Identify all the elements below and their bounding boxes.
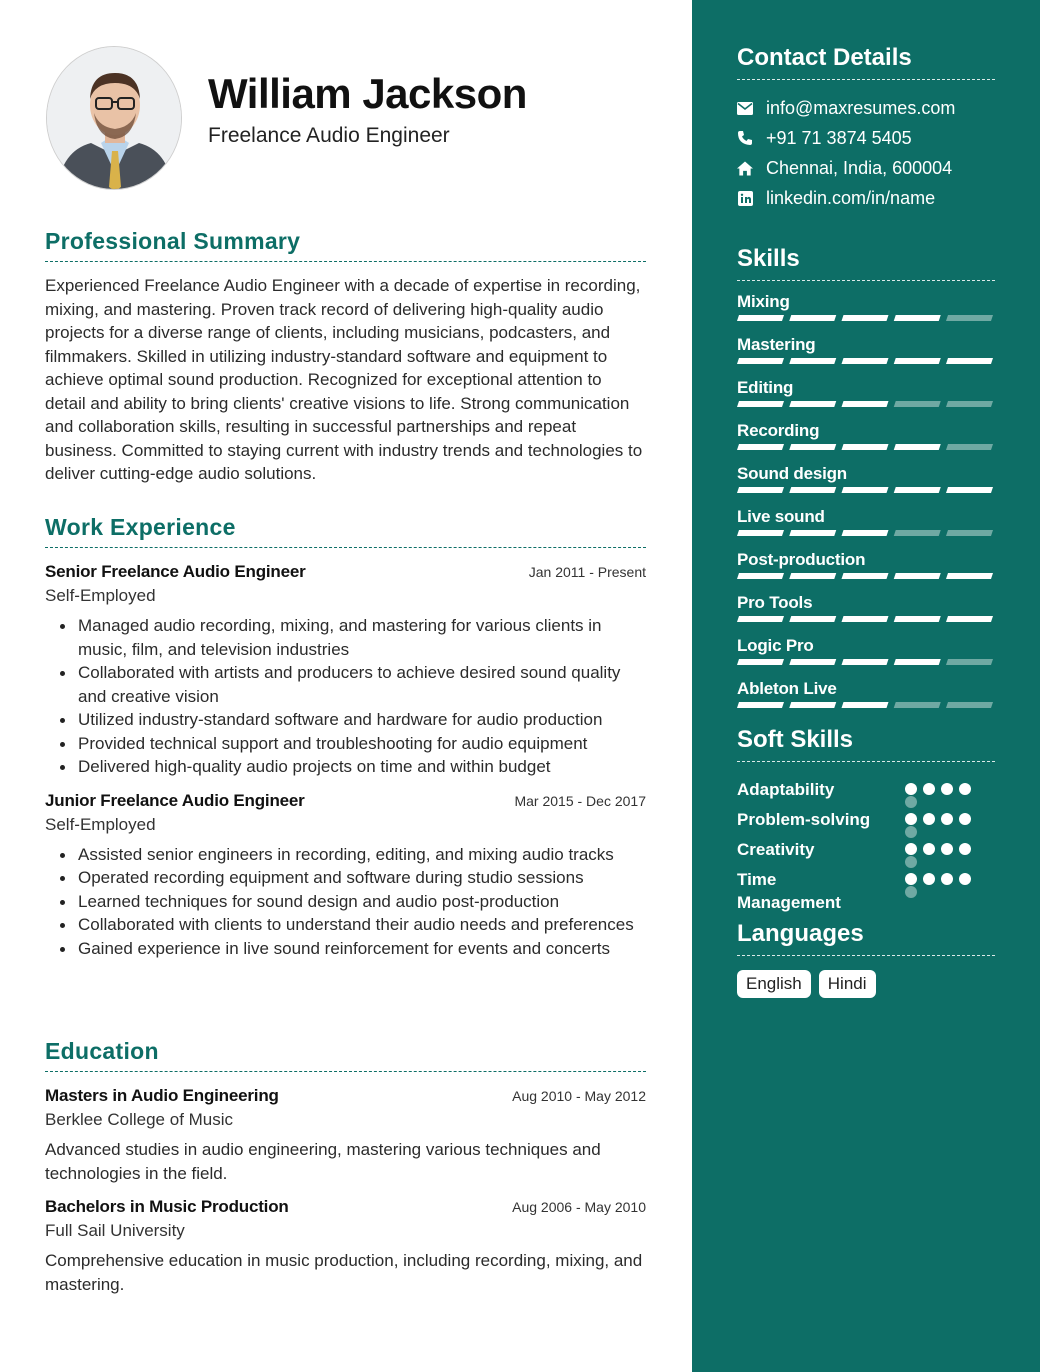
skill-segment-empty xyxy=(946,702,993,708)
dot-empty xyxy=(905,885,919,899)
dot-filled xyxy=(923,783,935,795)
skill-row xyxy=(737,281,995,324)
skill-segment-filled xyxy=(894,315,941,321)
dot-filled xyxy=(941,813,953,825)
job-org: Self-Employed xyxy=(45,814,156,834)
list-item: Learned techniques for sound design and audio post-production xyxy=(78,890,646,914)
skill-segment-filled xyxy=(842,659,889,665)
soft-skill-row xyxy=(737,832,995,862)
skill-segment-filled xyxy=(842,315,889,321)
skill-segment-filled xyxy=(737,573,784,579)
skill-segment-empty xyxy=(894,702,941,708)
skill-segment-filled xyxy=(789,487,836,493)
soft-skill-dots xyxy=(905,843,985,855)
skills-heading: Skills xyxy=(737,245,995,281)
skill-segment-filled xyxy=(894,487,941,493)
skill-level-bar xyxy=(737,358,995,364)
skill-segment-filled xyxy=(946,573,993,579)
contact-address xyxy=(737,153,995,183)
soft-skill-dots xyxy=(905,783,985,795)
list-item: Provided technical support and troubleshooting for audio equipment xyxy=(78,732,646,756)
skill-row xyxy=(737,324,995,367)
job-org: Self-Employed xyxy=(45,586,156,605)
dot-filled xyxy=(959,843,971,855)
skill-segment-empty xyxy=(946,659,993,665)
skill-level-bar xyxy=(737,573,995,579)
skill-segment-filled xyxy=(946,487,993,493)
list-item: Assisted senior engineers in recording, editing, and mixing audio tracks xyxy=(78,843,646,867)
skill-segment-filled xyxy=(789,702,836,708)
skill-segment-empty xyxy=(946,444,993,450)
soft-skills-section xyxy=(737,726,995,912)
skill-segment-filled xyxy=(894,616,941,622)
soft-skill-row xyxy=(737,802,995,832)
job-role: Senior Freelance Audio Engineer xyxy=(45,562,306,581)
dot-filled xyxy=(941,843,953,855)
skill-level-bar xyxy=(737,616,995,622)
list-item: Managed audio recording, mixing, and mastering for various clients in music, film, and television industries xyxy=(78,614,646,661)
candidate-name: William Jackson xyxy=(208,70,527,117)
contact-address-text: Chennai, India, 600004 xyxy=(766,157,953,178)
skill-level-bar xyxy=(737,530,995,536)
skill-segment-filled xyxy=(737,401,784,407)
job-role: Junior Freelance Audio Engineer xyxy=(45,790,305,810)
soft-skill-row xyxy=(737,862,995,912)
contact-phone[interactable] xyxy=(737,123,995,153)
education-entry xyxy=(45,1197,646,1296)
skill-segment-filled xyxy=(737,616,784,622)
skill-segment-filled xyxy=(789,573,836,579)
skill-level-bar xyxy=(737,444,995,450)
skill-name: Mastering xyxy=(737,335,816,354)
dot-filled xyxy=(959,873,971,885)
skill-row xyxy=(737,410,995,453)
list-item: Collaborated with clients to understand their audio needs and preferences xyxy=(78,913,646,937)
list-item: Operated recording equipment and software during studio sessions xyxy=(78,866,646,890)
contact-section xyxy=(737,44,995,213)
skill-segment-filled xyxy=(842,487,889,493)
list-item: Gained experience in live sound reinforcement for events and concerts xyxy=(78,937,646,961)
dot-filled xyxy=(923,813,935,825)
skill-segment-filled xyxy=(894,358,941,364)
skill-segment-filled xyxy=(842,573,889,579)
contact-linkedin-text: linkedin.com/in/name xyxy=(766,187,936,208)
contact-phone-text: +91 71 3874 5405 xyxy=(766,127,912,148)
dot-filled xyxy=(923,873,935,885)
contact-linkedin[interactable] xyxy=(737,183,995,213)
skill-segment-filled xyxy=(894,573,941,579)
skill-segment-filled xyxy=(789,659,836,665)
skill-segment-filled xyxy=(842,401,889,407)
language-tag: Hindi xyxy=(819,970,876,998)
education-entry xyxy=(45,1086,646,1185)
sidebar xyxy=(692,0,1040,1372)
contact-heading: Contact Details xyxy=(737,44,995,80)
skill-name: Mixing xyxy=(737,292,790,311)
skill-segment-filled xyxy=(789,444,836,450)
dot-filled xyxy=(959,783,971,795)
skill-level-bar xyxy=(737,659,995,665)
job-bullets xyxy=(78,614,646,779)
soft-skill-name: Adaptability xyxy=(737,780,835,799)
skill-segment-empty xyxy=(946,401,993,407)
work-heading: Work Experience xyxy=(45,514,646,548)
dot-filled xyxy=(905,843,917,855)
skill-level-bar xyxy=(737,702,995,708)
education-desc: Advanced studies in audio engineering, mastering various techniques and technologies in the field. xyxy=(45,1140,601,1183)
skill-row xyxy=(737,367,995,410)
list-item: Utilized industry-standard software and hardware for audio production xyxy=(78,708,646,732)
skill-name: Ableton Live xyxy=(737,679,837,698)
skill-segment-filled xyxy=(946,616,993,622)
education-section xyxy=(45,1038,646,1296)
skill-segment-filled xyxy=(894,444,941,450)
skill-name: Recording xyxy=(737,421,820,440)
skill-segment-filled xyxy=(737,444,784,450)
skill-segment-filled xyxy=(789,358,836,364)
skill-row xyxy=(737,668,995,711)
degree-name: Masters in Audio Engineering xyxy=(45,1086,279,1105)
skill-segment-empty xyxy=(946,530,993,536)
education-date: Aug 2006 - May 2010 xyxy=(512,1199,646,1215)
skill-segment-filled xyxy=(737,315,784,321)
phone-icon xyxy=(737,130,753,146)
avatar-icon xyxy=(47,47,182,190)
skill-row xyxy=(737,453,995,496)
skill-name: Editing xyxy=(737,378,794,397)
skill-name: Logic Pro xyxy=(737,636,814,655)
dot-filled xyxy=(905,873,917,885)
dot-filled xyxy=(941,873,953,885)
skill-row xyxy=(737,582,995,625)
dot-filled xyxy=(941,783,953,795)
skills-section xyxy=(737,245,995,711)
soft-skill-dots xyxy=(905,873,985,885)
job-entry xyxy=(45,562,646,779)
skill-segment-filled xyxy=(842,530,889,536)
job-date: Mar 2015 - Dec 2017 xyxy=(514,792,646,809)
skill-segment-filled xyxy=(737,530,784,536)
skill-segment-filled xyxy=(946,358,993,364)
candidate-title: Freelance Audio Engineer xyxy=(208,124,450,147)
job-entry xyxy=(45,791,646,961)
degree-name: Bachelors in Music Production xyxy=(45,1197,289,1216)
education-date: Aug 2010 - May 2012 xyxy=(512,1088,646,1104)
job-date: Jan 2011 - Present xyxy=(528,564,646,580)
school-name: Berklee College of Music xyxy=(45,1110,234,1129)
dot-filled xyxy=(905,813,917,825)
skill-segment-empty xyxy=(946,315,993,321)
skill-level-bar xyxy=(737,315,995,321)
skill-segment-filled xyxy=(789,616,836,622)
summary-heading: Professional Summary xyxy=(45,228,646,262)
profile-photo xyxy=(46,46,182,190)
skill-row xyxy=(737,496,995,539)
contact-email[interactable] xyxy=(737,93,995,123)
skill-segment-filled xyxy=(737,659,784,665)
skill-row xyxy=(737,539,995,582)
dot-filled xyxy=(923,843,935,855)
soft-skill-name: Problem-solving xyxy=(737,810,871,829)
summary-section xyxy=(45,228,646,486)
skill-segment-empty xyxy=(894,401,941,407)
summary-text: Experienced Freelance Audio Engineer with a decade of expertise in recording, mixing, and mastering. Proven track record of delivering high-quality audio projects for a diverse range of clients, including musicians, podcasters, and filmmakers. Skilled in utilizing industry-standard software and equipment to achieve optimal sound production. Recognized for exceptional attention to detail and ability to bring clients' creative visions to life. Strong communication and collaboration skills, resulting in successful partnerships and repeat business. Committed to staying current with industry trends and technologies to deliver cutting-edge audio solutions. xyxy=(45,276,643,483)
education-desc: Comprehensive education in music production, including recording, mixing, and mastering. xyxy=(45,1251,643,1294)
list-item: Delivered high-quality audio projects on time and within budget xyxy=(78,755,646,779)
school-name: Full Sail University xyxy=(45,1221,185,1240)
skill-segment-filled xyxy=(737,702,784,708)
email-icon xyxy=(737,100,753,116)
skill-segment-filled xyxy=(842,616,889,622)
soft-skill-name: Creativity xyxy=(737,840,815,859)
skill-name: Sound design xyxy=(737,464,847,483)
soft-skill-row xyxy=(737,772,995,802)
work-section xyxy=(45,514,646,960)
skill-name: Live sound xyxy=(737,507,825,526)
skill-level-bar xyxy=(737,401,995,407)
education-heading: Education xyxy=(45,1038,646,1072)
contact-email-text: info@maxresumes.com xyxy=(766,97,956,118)
skill-segment-filled xyxy=(737,487,784,493)
skill-name: Pro Tools xyxy=(737,593,813,612)
soft-skill-name: Time Management xyxy=(737,870,841,912)
linkedin-icon xyxy=(737,190,753,206)
skill-name: Post-production xyxy=(737,550,866,569)
home-icon xyxy=(737,160,753,176)
dot-filled xyxy=(905,783,917,795)
languages-section xyxy=(737,920,995,998)
skill-segment-filled xyxy=(842,702,889,708)
skill-row xyxy=(737,625,995,668)
soft-skill-dots xyxy=(905,813,985,825)
soft-skills-heading: Soft Skills xyxy=(737,726,995,762)
skill-segment-filled xyxy=(842,444,889,450)
language-tag: English xyxy=(737,970,811,998)
skill-segment-filled xyxy=(842,358,889,364)
dot-filled xyxy=(959,813,971,825)
skill-segment-filled xyxy=(894,659,941,665)
skill-segment-empty xyxy=(894,530,941,536)
list-item: Collaborated with artists and producers to achieve desired sound quality and creative vision xyxy=(78,661,646,708)
skill-segment-filled xyxy=(789,401,836,407)
skill-segment-filled xyxy=(737,358,784,364)
skill-segment-filled xyxy=(789,530,836,536)
job-bullets xyxy=(78,843,646,961)
skill-segment-filled xyxy=(789,315,836,321)
skill-level-bar xyxy=(737,487,995,493)
languages-heading: Languages xyxy=(737,920,995,956)
